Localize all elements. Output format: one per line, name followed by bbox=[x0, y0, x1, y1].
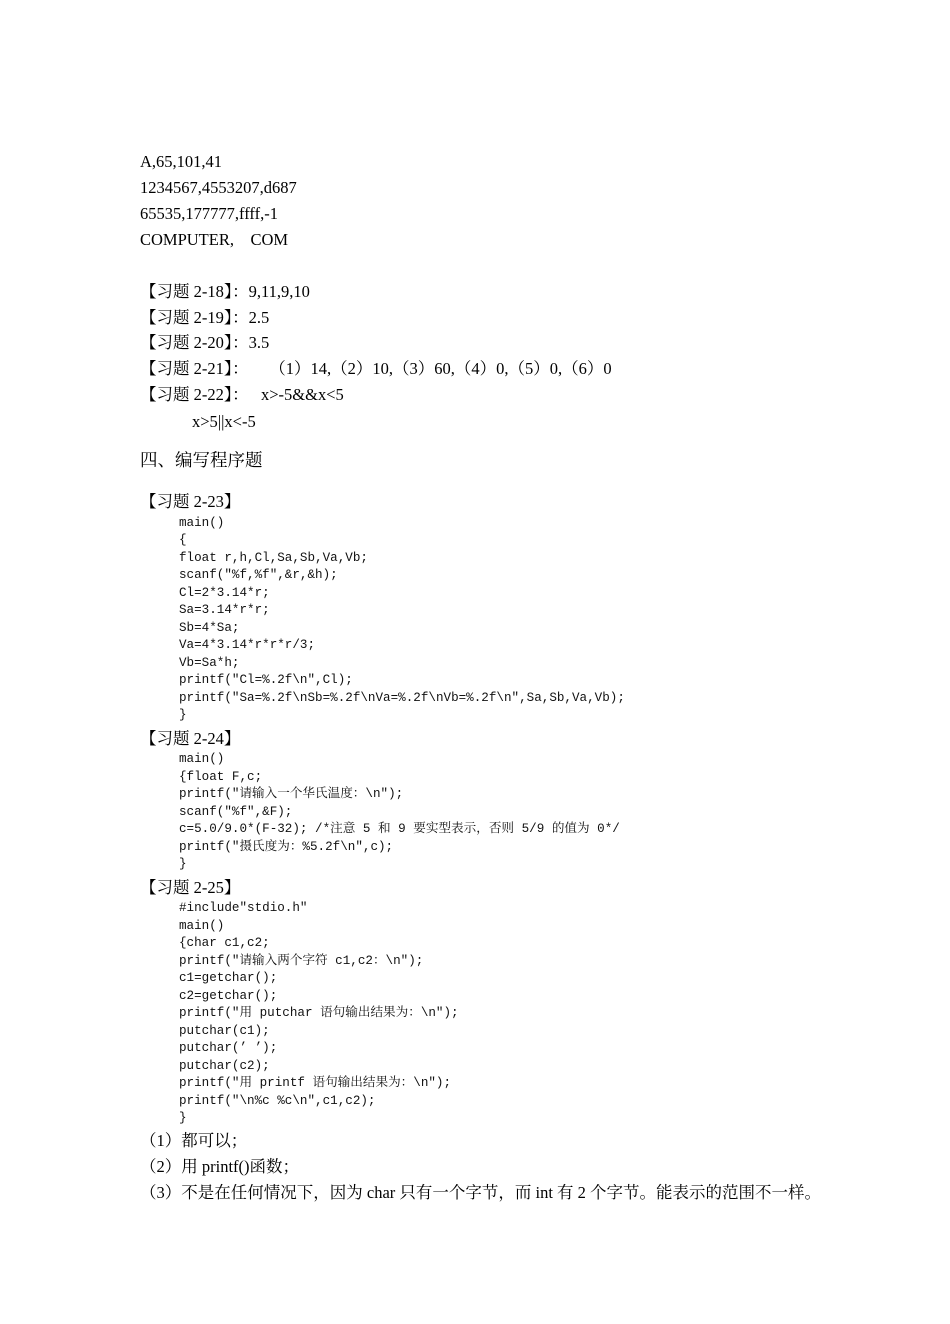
exercise-2-23-title: 【习题 2-23】 bbox=[140, 492, 241, 511]
output-line-4: COMPUTER, COM bbox=[140, 230, 289, 249]
code-line: scanf("%f,%f",&r,&h); bbox=[179, 568, 338, 582]
code-line: printf("用 printf 语句输出结果为：\n"); bbox=[179, 1076, 452, 1090]
code-line: scanf("%f",&F); bbox=[179, 805, 293, 819]
code-line: } bbox=[179, 1111, 187, 1125]
note-1: （1）都可以； bbox=[140, 1131, 248, 1150]
code-line: Sb=4*Sa; bbox=[179, 621, 240, 635]
code-line: main() bbox=[179, 919, 225, 933]
code-line: main() bbox=[179, 516, 225, 530]
code-line: c2=getchar(); bbox=[179, 989, 278, 1003]
code-line: Sa=3.14*r*r; bbox=[179, 603, 270, 617]
code-line: Vb=Sa*h; bbox=[179, 656, 240, 670]
code-line: putchar(c2); bbox=[179, 1059, 270, 1073]
code-line: } bbox=[179, 857, 187, 871]
answer-2-22-second: x>5||x<-5 bbox=[192, 412, 256, 431]
note-2: （2）用 printf()函数； bbox=[140, 1157, 300, 1176]
code-line: {float F,c; bbox=[179, 770, 263, 784]
code-line: printf("请输入一个华氏温度：\n"); bbox=[179, 787, 404, 801]
code-line: printf("Sa=%.2f\nSb=%.2f\nVa=%.2f\nVb=%.2f\n",Sa,Sb,Va,Vb); bbox=[179, 691, 625, 705]
output-line-2: 1234567,4553207,d687 bbox=[140, 178, 297, 197]
code-line: c1=getchar(); bbox=[179, 971, 278, 985]
exercise-2-24-title: 【习题 2-24】 bbox=[140, 729, 241, 748]
output-line-1: A,65,101,41 bbox=[140, 152, 223, 171]
code-line: putchar(c1); bbox=[179, 1024, 270, 1038]
code-line: Va=4*3.14*r*r*r/3; bbox=[179, 638, 316, 652]
code-line: float r,h,Cl,Sa,Sb,Va,Vb; bbox=[179, 551, 368, 565]
output-line-3: 65535,177777,ffff,-1 bbox=[140, 204, 278, 223]
note-3: （3）不是在任何情况下，因为 char 只有一个字节，而 int 有 2 个字节。能表示的范围不一样。 bbox=[140, 1183, 822, 1202]
answer-2-19: 【习题 2-19】：2.5 bbox=[140, 308, 270, 327]
section-title: 四、编写程序题 bbox=[140, 450, 263, 470]
answer-2-21: 【习题 2-21】： （1）14,（2）10,（3）60,（4）0,（5）0,（6）0 bbox=[140, 359, 612, 378]
code-line: main() bbox=[179, 752, 225, 766]
code-line: #include"stdio.h" bbox=[179, 901, 308, 915]
code-line: printf("摄氏度为：%5.2f\n",c); bbox=[179, 840, 394, 854]
answer-2-20: 【习题 2-20】：3.5 bbox=[140, 333, 270, 352]
code-line: printf("用 putchar 语句输出结果为：\n"); bbox=[179, 1006, 459, 1020]
code-line: printf("Cl=%.2f\n",Cl); bbox=[179, 673, 353, 687]
code-line: printf("\n%c %c\n",c1,c2); bbox=[179, 1094, 376, 1108]
code-line: putchar(’ ’); bbox=[179, 1041, 278, 1055]
code-line: Cl=2*3.14*r; bbox=[179, 586, 270, 600]
code-line: c=5.0/9.0*(F-32); /*注意 5 和 9 要实型表示，否则 5/9 的值为 0*/ bbox=[179, 822, 620, 836]
exercise-2-25-title: 【习题 2-25】 bbox=[140, 878, 241, 897]
answer-2-22: 【习题 2-22】： x>-5&&x<5 bbox=[140, 385, 344, 404]
code-line: {char c1,c2; bbox=[179, 936, 270, 950]
answer-2-18: 【习题 2-18】：9,11,9,10 bbox=[140, 282, 310, 301]
code-line: { bbox=[179, 533, 187, 547]
code-line: } bbox=[179, 708, 187, 722]
code-line: printf("请输入两个字符 c1,c2：\n"); bbox=[179, 954, 424, 968]
